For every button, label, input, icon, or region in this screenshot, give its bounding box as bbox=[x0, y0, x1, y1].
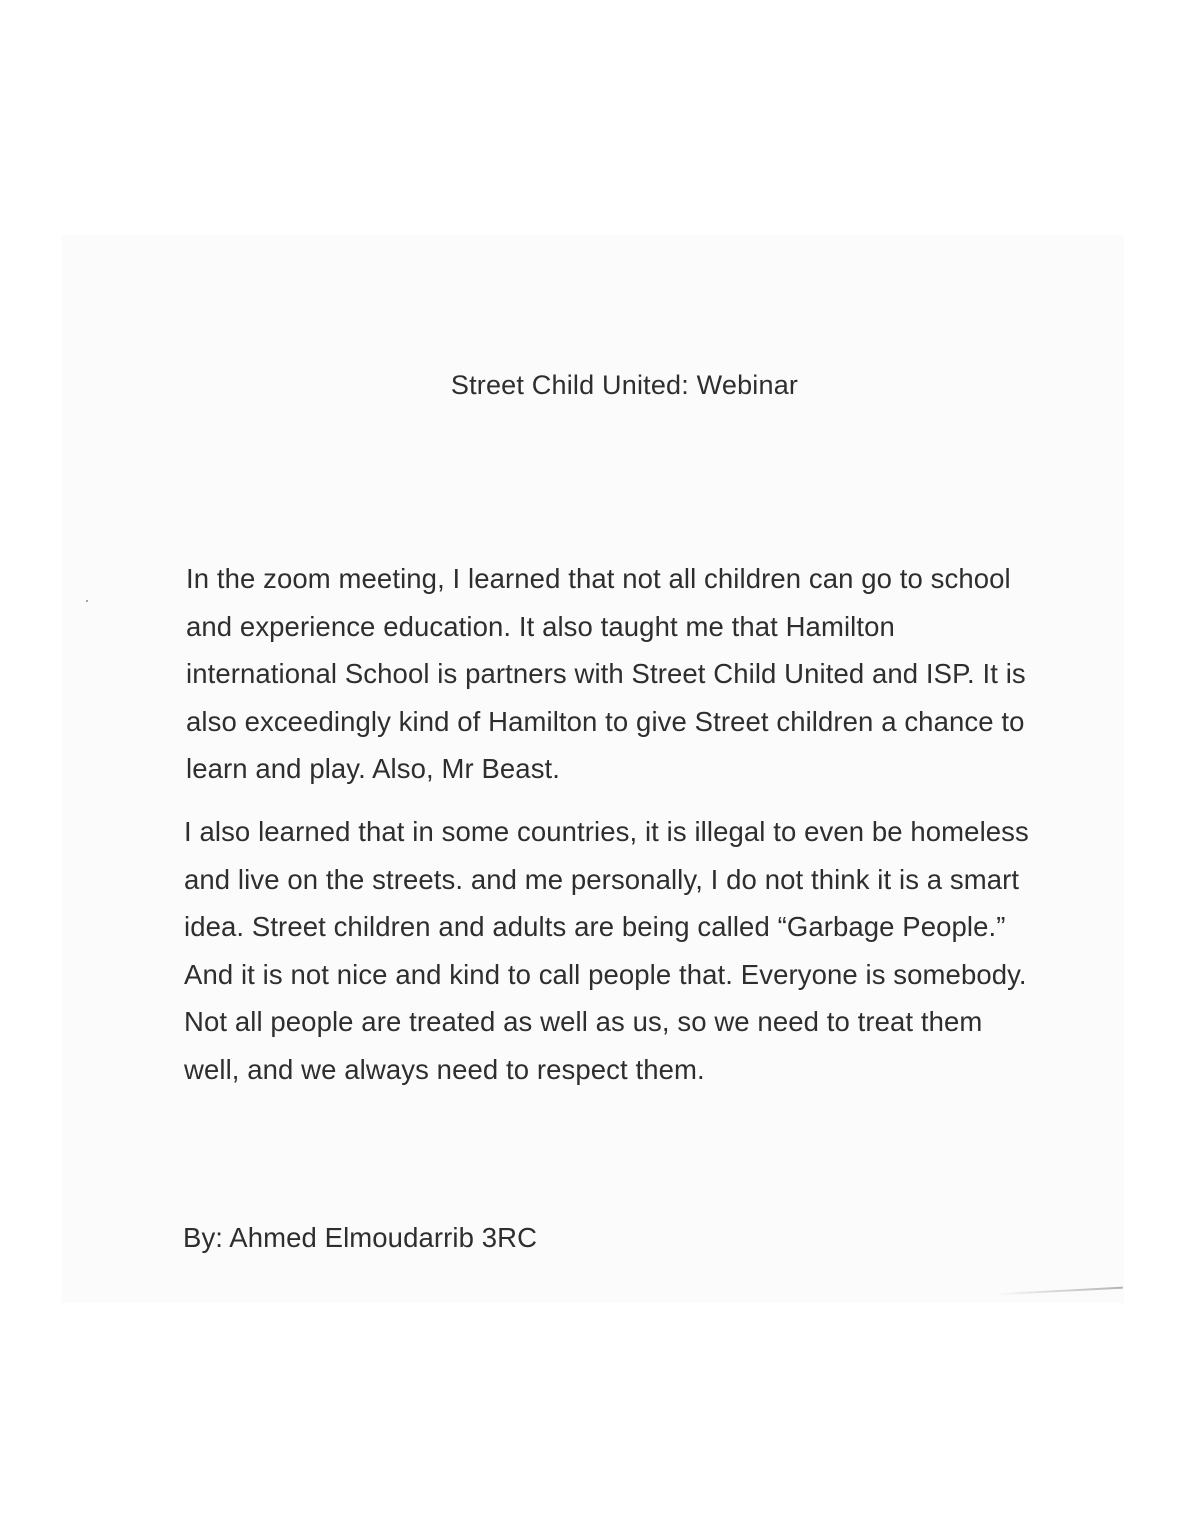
document-title: Street Child United: Webinar bbox=[450, 370, 799, 400]
paragraph-2: I also learned that in some countries, it is illegal to even be homeless and live on the streets. and me personally, I do not think it is a smart idea. Street children and adults are being called “Garbage People.” And it is not nice and kind to call people that. Everyone is somebody. Not all people are treated as well as us, so we need to treat them well, and we always need to respect them. bbox=[184, 816, 1029, 1085]
author-byline: By: Ahmed Elmoudarrib 3RC bbox=[183, 1222, 538, 1253]
scan-speck bbox=[86, 600, 88, 602]
paragraph-1: In the zoom meeting, I learned that not all children can go to school and experience education. It also taught me that Hamilton international School is partners with Street Child United and ISP. It is also exceedingly kind of Hamilton to give Street children a chance to learn and play. Also, Mr Beast. bbox=[186, 563, 1026, 784]
